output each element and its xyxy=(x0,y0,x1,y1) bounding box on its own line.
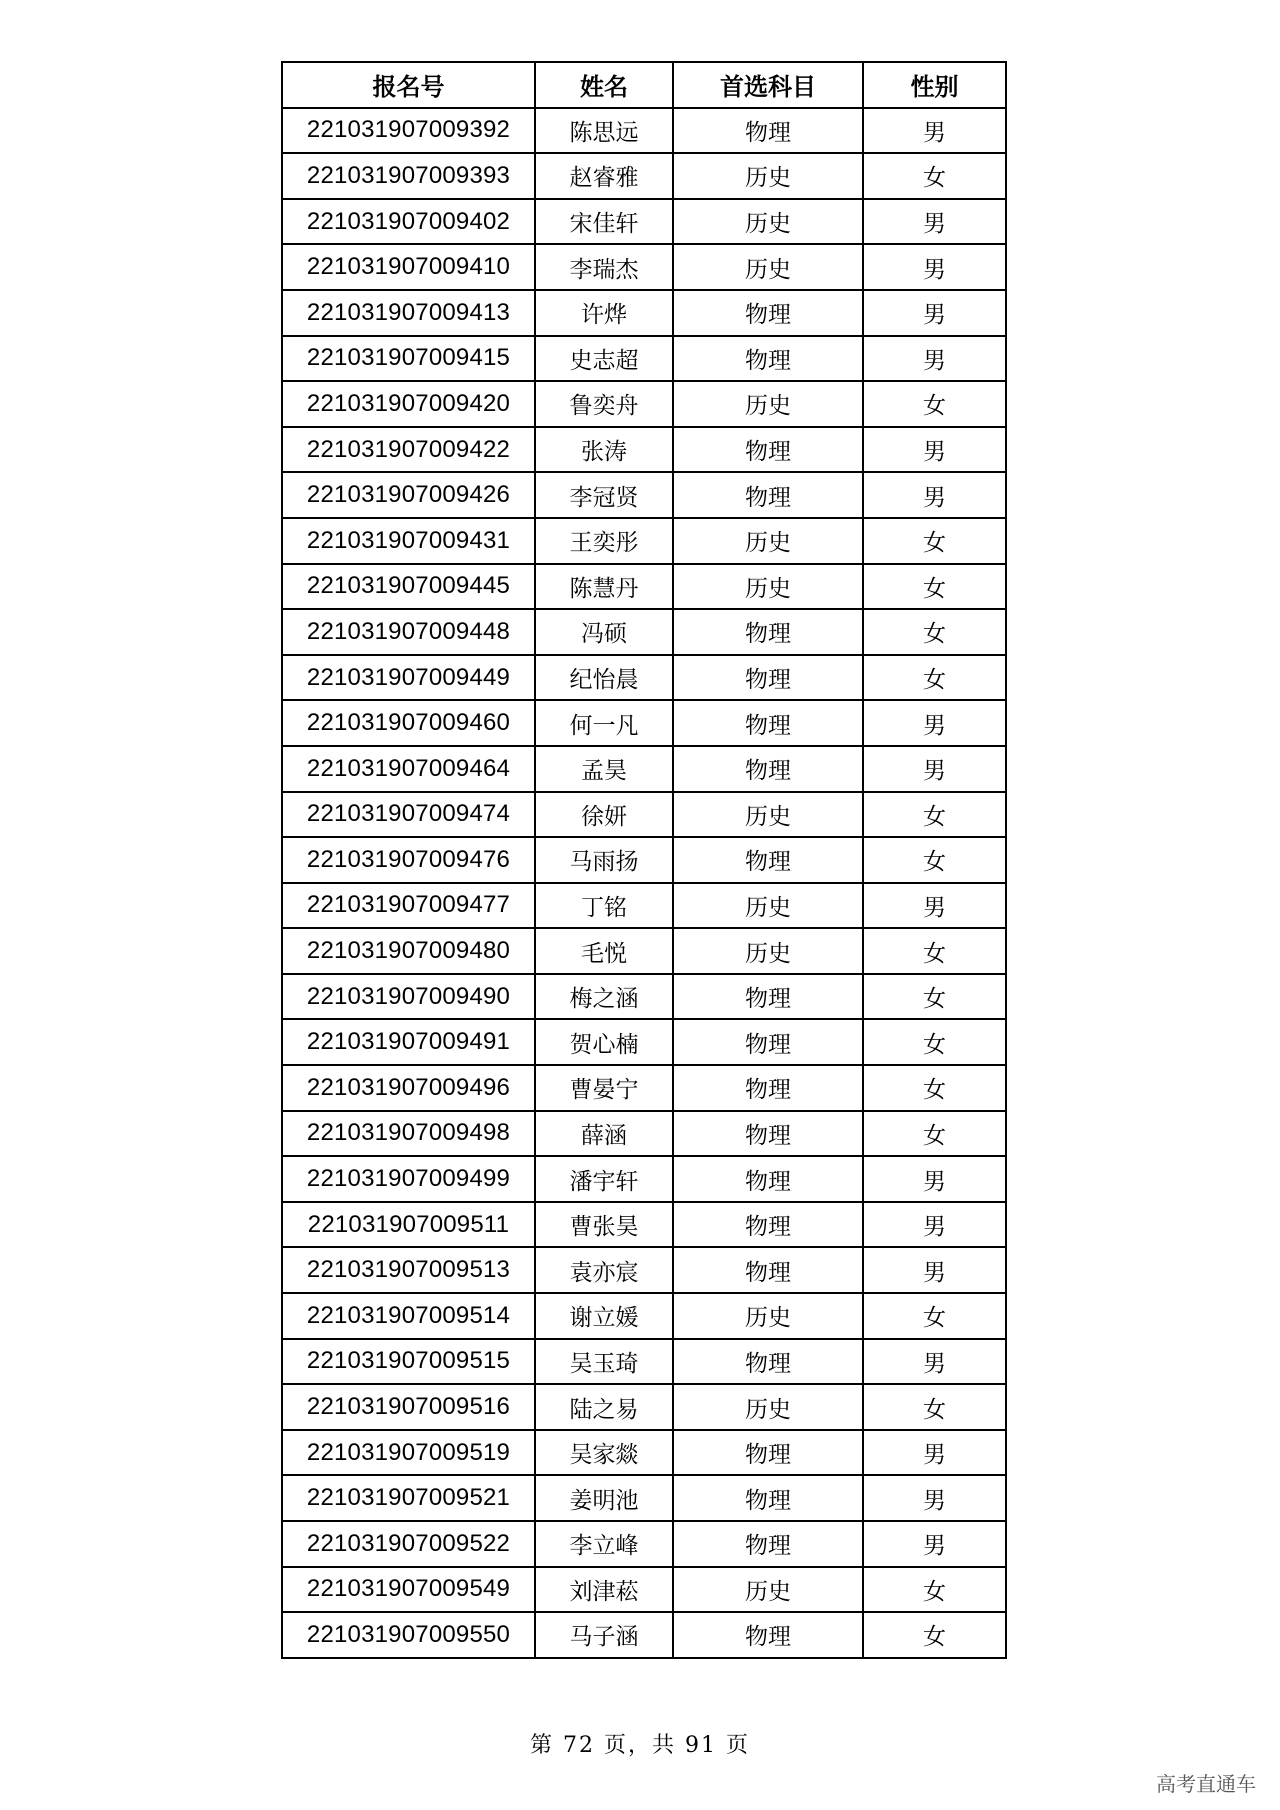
cell-name: 许烨 xyxy=(535,290,673,336)
cell-name: 李立峰 xyxy=(535,1521,673,1567)
cell-preferred-subject: 物理 xyxy=(673,1247,863,1293)
cell-preferred-subject: 物理 xyxy=(673,336,863,382)
cell-registration-number: 221031907009460 xyxy=(282,700,535,746)
table-row xyxy=(282,609,1006,655)
cell-gender: 女 xyxy=(863,928,1006,974)
cell-preferred-subject: 物理 xyxy=(673,108,863,154)
cell-preferred-subject: 物理 xyxy=(673,1156,863,1202)
cell-gender: 女 xyxy=(863,153,1006,199)
cell-registration-number: 221031907009476 xyxy=(282,837,535,883)
cell-preferred-subject: 历史 xyxy=(673,153,863,199)
cell-preferred-subject: 物理 xyxy=(673,1521,863,1567)
cell-registration-number: 221031907009516 xyxy=(282,1384,535,1430)
cell-registration-number: 221031907009498 xyxy=(282,1111,535,1157)
cell-gender: 女 xyxy=(863,1612,1006,1658)
cell-gender: 男 xyxy=(863,108,1006,154)
table-row xyxy=(282,1156,1006,1202)
table-row xyxy=(282,974,1006,1020)
cell-name: 吴家燚 xyxy=(535,1430,673,1476)
cell-name: 李冠贤 xyxy=(535,472,673,518)
cell-registration-number: 221031907009515 xyxy=(282,1339,535,1385)
table-row xyxy=(282,518,1006,564)
table-row xyxy=(282,1293,1006,1339)
cell-name: 何一凡 xyxy=(535,700,673,746)
table-header-row xyxy=(282,62,1006,108)
student-table xyxy=(281,61,1007,1659)
cell-name: 王奕彤 xyxy=(535,518,673,564)
table-row xyxy=(282,472,1006,518)
cell-name: 鲁奕舟 xyxy=(535,381,673,427)
cell-gender: 女 xyxy=(863,518,1006,564)
table-row xyxy=(282,1111,1006,1157)
cell-registration-number: 221031907009514 xyxy=(282,1293,535,1339)
cell-registration-number: 221031907009522 xyxy=(282,1521,535,1567)
table-row xyxy=(282,1521,1006,1567)
cell-registration-number: 221031907009474 xyxy=(282,792,535,838)
table-row xyxy=(282,1384,1006,1430)
cell-name: 袁亦宸 xyxy=(535,1247,673,1293)
cell-preferred-subject: 历史 xyxy=(673,518,863,564)
cell-gender: 女 xyxy=(863,792,1006,838)
cell-preferred-subject: 物理 xyxy=(673,1430,863,1476)
cell-preferred-subject: 历史 xyxy=(673,381,863,427)
cell-preferred-subject: 历史 xyxy=(673,1293,863,1339)
cell-preferred-subject: 物理 xyxy=(673,472,863,518)
table-row xyxy=(282,837,1006,883)
cell-preferred-subject: 物理 xyxy=(673,1339,863,1385)
cell-name: 马子涵 xyxy=(535,1612,673,1658)
cell-registration-number: 221031907009550 xyxy=(282,1612,535,1658)
cell-name: 孟昊 xyxy=(535,746,673,792)
cell-name: 谢立媛 xyxy=(535,1293,673,1339)
table-row xyxy=(282,792,1006,838)
table-row xyxy=(282,746,1006,792)
cell-name: 梅之涵 xyxy=(535,974,673,1020)
table-row xyxy=(282,1065,1006,1111)
cell-name: 陈思远 xyxy=(535,108,673,154)
cell-preferred-subject: 历史 xyxy=(673,199,863,245)
cell-name: 冯硕 xyxy=(535,609,673,655)
cell-gender: 女 xyxy=(863,1293,1006,1339)
cell-name: 姜明池 xyxy=(535,1475,673,1521)
table-row xyxy=(282,427,1006,473)
cell-gender: 男 xyxy=(863,746,1006,792)
cell-preferred-subject: 物理 xyxy=(673,1019,863,1065)
cell-registration-number: 221031907009549 xyxy=(282,1567,535,1613)
cell-gender: 女 xyxy=(863,1065,1006,1111)
table-row xyxy=(282,290,1006,336)
cell-gender: 女 xyxy=(863,655,1006,701)
cell-preferred-subject: 历史 xyxy=(673,928,863,974)
table-row xyxy=(282,1202,1006,1248)
cell-gender: 女 xyxy=(863,1019,1006,1065)
cell-gender: 男 xyxy=(863,244,1006,290)
table-row xyxy=(282,153,1006,199)
cell-registration-number: 221031907009513 xyxy=(282,1247,535,1293)
cell-gender: 男 xyxy=(863,1202,1006,1248)
cell-preferred-subject: 物理 xyxy=(673,1202,863,1248)
cell-registration-number: 221031907009477 xyxy=(282,883,535,929)
table-row xyxy=(282,1475,1006,1521)
cell-gender: 男 xyxy=(863,336,1006,382)
cell-registration-number: 221031907009521 xyxy=(282,1475,535,1521)
page-footer: 第 72 页，共 91 页 xyxy=(530,1733,750,1758)
cell-gender: 男 xyxy=(863,1430,1006,1476)
cell-registration-number: 221031907009420 xyxy=(282,381,535,427)
cell-registration-number: 221031907009415 xyxy=(282,336,535,382)
cell-preferred-subject: 历史 xyxy=(673,1384,863,1430)
cell-preferred-subject: 物理 xyxy=(673,974,863,1020)
cell-gender: 男 xyxy=(863,700,1006,746)
cell-registration-number: 221031907009426 xyxy=(282,472,535,518)
cell-preferred-subject: 物理 xyxy=(673,427,863,473)
cell-name: 宋佳轩 xyxy=(535,199,673,245)
cell-name: 纪怡晨 xyxy=(535,655,673,701)
cell-name: 毛悦 xyxy=(535,928,673,974)
table-row xyxy=(282,336,1006,382)
cell-gender: 男 xyxy=(863,290,1006,336)
cell-preferred-subject: 物理 xyxy=(673,746,863,792)
cell-gender: 女 xyxy=(863,837,1006,883)
cell-name: 刘津菘 xyxy=(535,1567,673,1613)
table-row xyxy=(282,1430,1006,1476)
cell-gender: 女 xyxy=(863,381,1006,427)
cell-registration-number: 221031907009496 xyxy=(282,1065,535,1111)
cell-name: 史志超 xyxy=(535,336,673,382)
cell-gender: 男 xyxy=(863,883,1006,929)
cell-registration-number: 221031907009499 xyxy=(282,1156,535,1202)
cell-registration-number: 221031907009422 xyxy=(282,427,535,473)
table-row xyxy=(282,655,1006,701)
cell-registration-number: 221031907009402 xyxy=(282,199,535,245)
table-row xyxy=(282,883,1006,929)
table-row xyxy=(282,244,1006,290)
cell-name: 马雨扬 xyxy=(535,837,673,883)
cell-preferred-subject: 物理 xyxy=(673,655,863,701)
student-table-container xyxy=(281,61,1005,1659)
cell-name: 贺心楠 xyxy=(535,1019,673,1065)
header-registration-number: 报名号 xyxy=(282,62,535,108)
header-name: 姓名 xyxy=(535,62,673,108)
cell-preferred-subject: 物理 xyxy=(673,837,863,883)
cell-name: 陈慧丹 xyxy=(535,564,673,610)
cell-preferred-subject: 物理 xyxy=(673,1612,863,1658)
cell-gender: 女 xyxy=(863,1567,1006,1613)
table-body xyxy=(282,108,1006,1658)
cell-registration-number: 221031907009480 xyxy=(282,928,535,974)
cell-registration-number: 221031907009410 xyxy=(282,244,535,290)
cell-name: 薛涵 xyxy=(535,1111,673,1157)
header-gender: 性别 xyxy=(863,62,1006,108)
cell-preferred-subject: 历史 xyxy=(673,883,863,929)
cell-name: 丁铭 xyxy=(535,883,673,929)
cell-gender: 男 xyxy=(863,427,1006,473)
cell-name: 徐妍 xyxy=(535,792,673,838)
cell-registration-number: 221031907009448 xyxy=(282,609,535,655)
cell-registration-number: 221031907009449 xyxy=(282,655,535,701)
cell-registration-number: 221031907009445 xyxy=(282,564,535,610)
cell-name: 赵睿雅 xyxy=(535,153,673,199)
cell-registration-number: 221031907009490 xyxy=(282,974,535,1020)
cell-gender: 女 xyxy=(863,1384,1006,1430)
table-row xyxy=(282,1019,1006,1065)
cell-gender: 女 xyxy=(863,974,1006,1020)
cell-gender: 女 xyxy=(863,1111,1006,1157)
cell-name: 曹晏宁 xyxy=(535,1065,673,1111)
cell-registration-number: 221031907009519 xyxy=(282,1430,535,1476)
cell-registration-number: 221031907009464 xyxy=(282,746,535,792)
cell-gender: 女 xyxy=(863,564,1006,610)
table-row xyxy=(282,1612,1006,1658)
table-row xyxy=(282,1567,1006,1613)
cell-preferred-subject: 历史 xyxy=(673,244,863,290)
table-row xyxy=(282,1339,1006,1385)
header-preferred-subject: 首选科目 xyxy=(673,62,863,108)
table-row xyxy=(282,1247,1006,1293)
watermark-logo-text: 高考直通车 xyxy=(1156,1772,1256,1796)
cell-registration-number: 221031907009511 xyxy=(282,1202,535,1248)
table-row xyxy=(282,928,1006,974)
cell-registration-number: 221031907009413 xyxy=(282,290,535,336)
cell-preferred-subject: 物理 xyxy=(673,1065,863,1111)
cell-preferred-subject: 物理 xyxy=(673,609,863,655)
table-row xyxy=(282,564,1006,610)
cell-registration-number: 221031907009392 xyxy=(282,108,535,154)
table-row xyxy=(282,700,1006,746)
cell-preferred-subject: 物理 xyxy=(673,1475,863,1521)
cell-gender: 男 xyxy=(863,199,1006,245)
cell-name: 李瑞杰 xyxy=(535,244,673,290)
table-row xyxy=(282,108,1006,154)
cell-preferred-subject: 物理 xyxy=(673,700,863,746)
cell-gender: 男 xyxy=(863,472,1006,518)
cell-preferred-subject: 历史 xyxy=(673,1567,863,1613)
cell-preferred-subject: 历史 xyxy=(673,792,863,838)
cell-preferred-subject: 物理 xyxy=(673,1111,863,1157)
cell-name: 陆之易 xyxy=(535,1384,673,1430)
cell-name: 潘宇轩 xyxy=(535,1156,673,1202)
cell-gender: 男 xyxy=(863,1339,1006,1385)
cell-registration-number: 221031907009393 xyxy=(282,153,535,199)
cell-gender: 女 xyxy=(863,609,1006,655)
cell-gender: 男 xyxy=(863,1156,1006,1202)
cell-name: 张涛 xyxy=(535,427,673,473)
cell-name: 吴玉琦 xyxy=(535,1339,673,1385)
cell-gender: 男 xyxy=(863,1475,1006,1521)
cell-registration-number: 221031907009431 xyxy=(282,518,535,564)
cell-preferred-subject: 历史 xyxy=(673,564,863,610)
cell-gender: 男 xyxy=(863,1521,1006,1567)
table-row xyxy=(282,381,1006,427)
cell-registration-number: 221031907009491 xyxy=(282,1019,535,1065)
cell-gender: 男 xyxy=(863,1247,1006,1293)
table-row xyxy=(282,199,1006,245)
cell-name: 曹张昊 xyxy=(535,1202,673,1248)
cell-preferred-subject: 物理 xyxy=(673,290,863,336)
